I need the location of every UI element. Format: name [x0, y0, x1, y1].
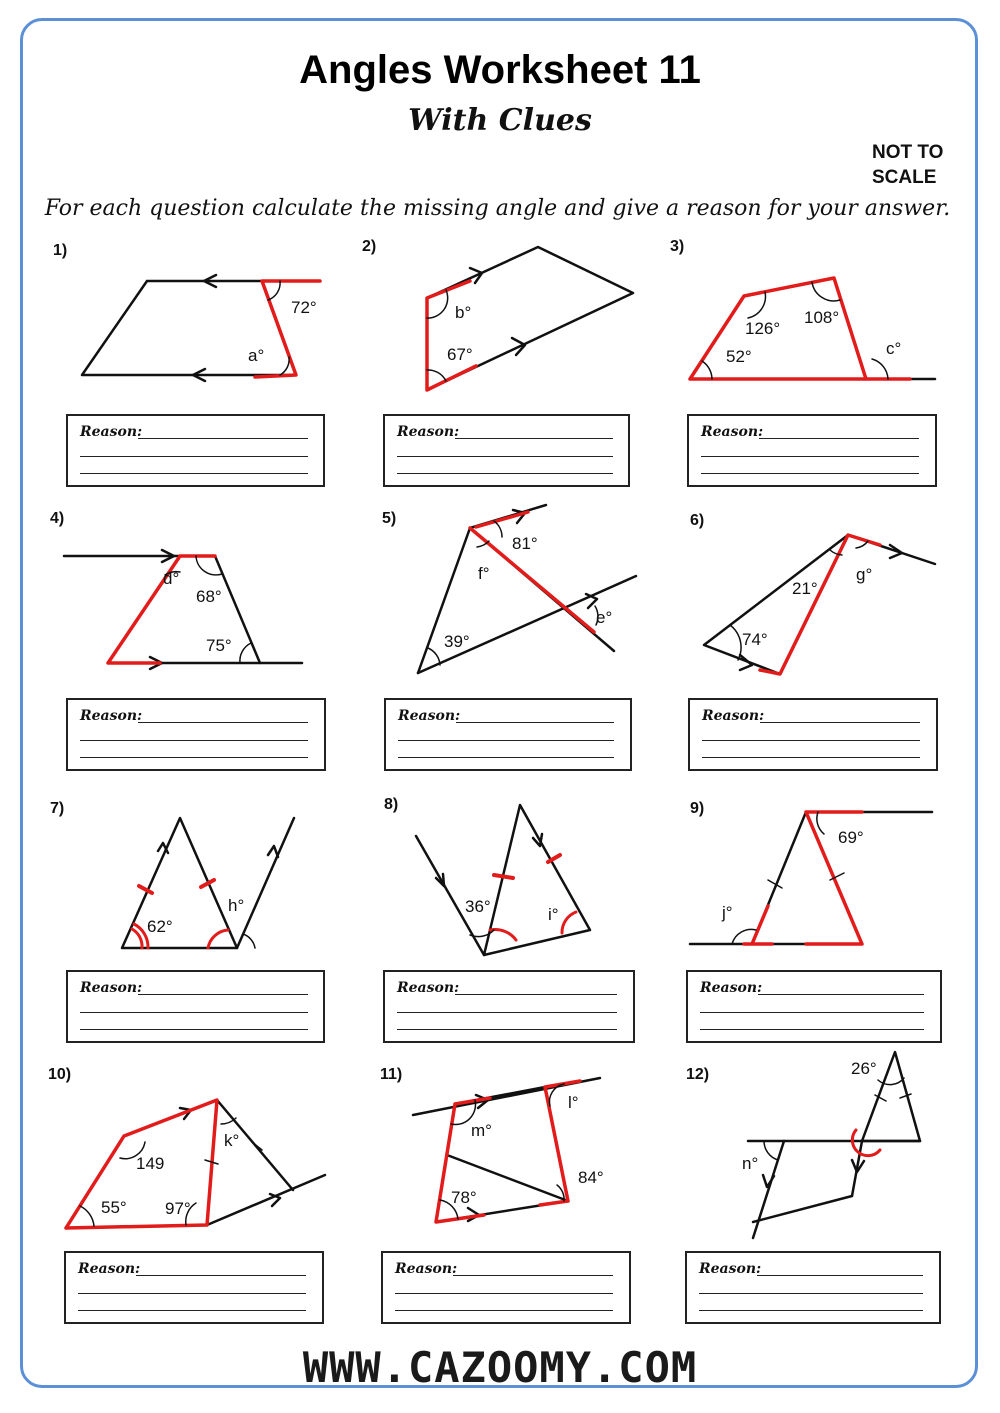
q12-label-n: n°: [742, 1154, 759, 1173]
reason-label: Reason:: [78, 1261, 141, 1277]
footer-website: WWW.CAZOOMY.COM: [302, 1343, 698, 1392]
q2-label-b: b°: [455, 303, 472, 322]
q4-label-75: 75°: [206, 636, 232, 655]
question-number-9: 9): [690, 800, 705, 817]
diagram-q1: [82, 275, 320, 381]
reason-box-q10[interactable]: [64, 1251, 324, 1324]
reason-label: Reason:: [395, 1261, 458, 1277]
q2-label-67: 67°: [447, 345, 473, 364]
reason-label: Reason:: [700, 980, 763, 996]
q1-label-a: a°: [248, 346, 265, 365]
reason-box-q9[interactable]: [686, 970, 942, 1043]
reason-label: Reason:: [398, 708, 461, 724]
question-number-7: 7): [50, 800, 65, 817]
q6-label-21: 21°: [792, 579, 818, 598]
q5-label-f: f°: [478, 564, 490, 583]
q3-label-c: c°: [886, 339, 902, 358]
diagram-q4: [64, 550, 302, 669]
reason-label: Reason:: [397, 424, 460, 440]
q10-label-k: k°: [224, 1131, 240, 1150]
q3-label-52: 52°: [726, 347, 752, 366]
reason-label: Reason:: [80, 980, 143, 996]
q1-label-72: 72°: [291, 298, 317, 317]
reason-box-q1[interactable]: [66, 414, 325, 487]
reason-label: Reason:: [80, 424, 143, 440]
scale-note-line2: SCALE: [872, 167, 937, 188]
q10-label-55: 55°: [101, 1198, 127, 1217]
reason-box-q3[interactable]: [687, 414, 937, 487]
q11-label-l: l°: [568, 1093, 579, 1112]
q11-label-84: 84°: [578, 1168, 604, 1187]
q11-label-m: m°: [471, 1121, 492, 1140]
q4-label-68: 68°: [196, 587, 222, 606]
diagram-q8: [416, 805, 590, 955]
q12-label-26: 26°: [851, 1059, 877, 1078]
diagram-q6: [704, 535, 935, 674]
reason-label: Reason:: [397, 980, 460, 996]
q9-label-69: 69°: [838, 828, 864, 847]
q10-label-149: 149: [136, 1154, 165, 1173]
question-number-12: 12): [686, 1066, 710, 1083]
q4-label-d: d°: [163, 569, 180, 588]
reason-box-q5[interactable]: [384, 698, 632, 771]
q6-label-74: 74°: [742, 630, 768, 649]
worksheet-subtitle: With Clues: [408, 103, 592, 138]
q5-label-e: e°: [596, 608, 613, 627]
reason-label: Reason:: [699, 1261, 762, 1277]
question-number-11: 11): [380, 1066, 403, 1083]
q10-label-97: 97°: [165, 1199, 191, 1218]
question-number-2: 2): [362, 238, 377, 255]
q3-label-108: 108°: [804, 308, 840, 327]
instruction-text: For each question calculate the missing angle and give a reason for your answer.: [44, 196, 951, 221]
q5-label-39: 39°: [444, 632, 470, 651]
reason-box-q12[interactable]: [685, 1251, 941, 1324]
reason-box-q4[interactable]: [66, 698, 326, 771]
question-number-10: 10): [48, 1066, 72, 1083]
q7-label-62: 62°: [147, 917, 173, 936]
q9-label-j: j°: [722, 903, 733, 922]
reason-box-q8[interactable]: [383, 970, 635, 1043]
diagram-q12: [748, 1052, 920, 1238]
reason-label: Reason:: [80, 708, 143, 724]
question-number-3: 3): [670, 238, 685, 255]
reason-label: Reason:: [702, 708, 765, 724]
worksheet-title: Angles Worksheet 11: [299, 48, 701, 92]
question-number-1: 1): [53, 242, 68, 259]
q6-label-g: g°: [856, 565, 873, 584]
question-number-8: 8): [384, 796, 399, 813]
reason-box-q7[interactable]: [66, 970, 325, 1043]
reason-box-q11[interactable]: [381, 1251, 631, 1324]
q7-label-h: h°: [228, 896, 245, 915]
scale-note-line1: NOT TO: [872, 142, 944, 163]
q11-label-78: 78°: [451, 1188, 477, 1207]
question-number-4: 4): [50, 510, 65, 527]
q8-label-36: 36°: [465, 897, 491, 916]
q3-label-126: 126°: [745, 319, 781, 338]
diagram-q9: [690, 812, 932, 944]
reason-box-q6[interactable]: [688, 698, 938, 771]
reason-label: Reason:: [701, 424, 764, 440]
question-number-6: 6): [690, 512, 705, 529]
q8-label-i: i°: [548, 905, 559, 924]
reason-box-q2[interactable]: [383, 414, 630, 487]
question-number-5: 5): [382, 510, 397, 527]
q5-label-81: 81°: [512, 534, 538, 553]
